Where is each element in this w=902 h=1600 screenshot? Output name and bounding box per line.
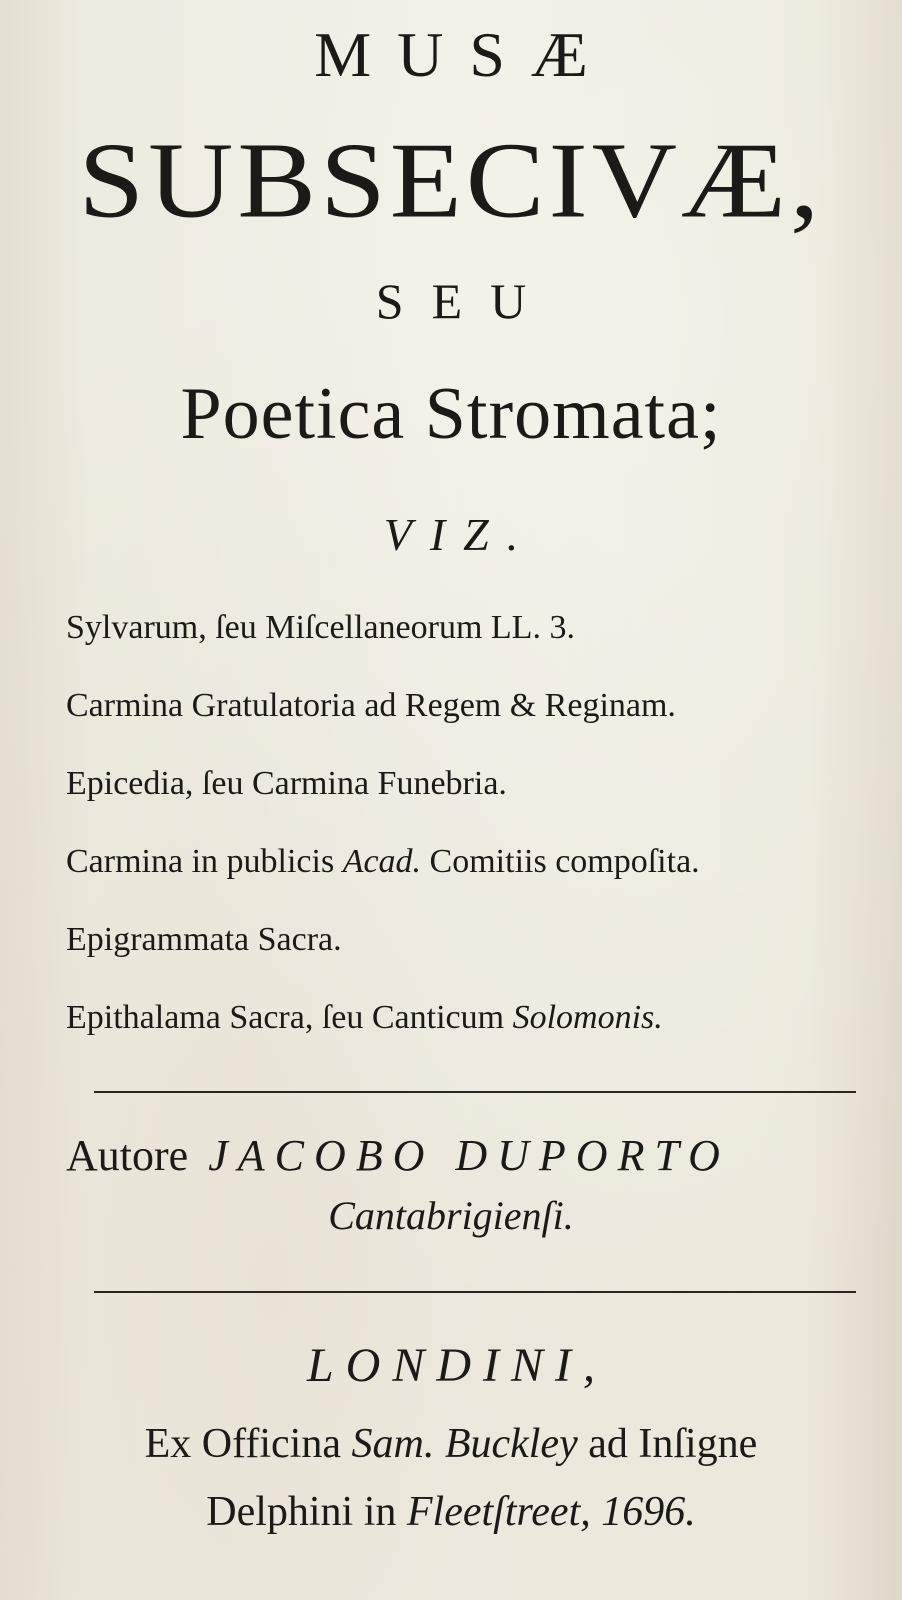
imprint-year: 1696.: [590, 1489, 696, 1535]
author-label: Autore: [66, 1131, 189, 1180]
contents-line-epicedia: Epicedia, ſeu Carmina Funebria.: [66, 765, 507, 802]
divider-rule-bottom: [94, 1291, 856, 1293]
contents-line-carmina-publicis: [66, 832, 886, 910]
contents-line-epithalama-solomonis: Solomonis.: [512, 999, 663, 1036]
author-origin: Cantabrigienſi.: [328, 1193, 574, 1238]
imprint-printer-name: Sam. Buckley: [351, 1421, 578, 1467]
contents-line-epigrammata: Epigrammata Sacra.: [66, 921, 342, 958]
title-viz: VIZ.: [383, 509, 537, 560]
title-subsecivae: SUBSECIVÆ,: [78, 119, 824, 241]
author-line: [66, 1130, 886, 1181]
title-seu: SEU: [375, 273, 555, 329]
contents-list: [66, 598, 886, 1066]
contents-line-sylvarum: Sylvarum, ſeu Miſcellaneorum LL. 3.: [66, 609, 575, 646]
imprint-location-line: [0, 1488, 902, 1536]
author-name: JACOBO DUPORTO: [208, 1131, 730, 1180]
imprint-printer-a: Ex Officina: [144, 1421, 352, 1467]
title-musae: MUSÆ: [314, 19, 614, 90]
contents-line-carmina-publicis-acad: Acad.: [342, 843, 422, 880]
divider-rule-top: [94, 1091, 856, 1093]
contents-line-epithalama: [66, 988, 886, 1066]
contents-line-carmina-gratulatoria: Carmina Gratulatoria ad Regem & Reginam.: [66, 687, 676, 724]
imprint-printer-c: ad Inſigne: [577, 1421, 758, 1467]
title-poetica-stromata: Poetica Stromata;: [180, 373, 722, 455]
contents-line-epithalama-a: Epithalama Sacra, ſeu Canticum: [66, 999, 513, 1036]
contents-line-carmina-publicis-a: Carmina in publicis: [66, 843, 343, 880]
imprint-location-street: Fleetſtreet,: [406, 1489, 591, 1535]
imprint-city: LONDINI,: [306, 1339, 608, 1392]
imprint-location-a: Delphini in: [206, 1489, 407, 1535]
imprint-printer-line: [0, 1420, 902, 1468]
contents-line-carmina-publicis-c: Comitiis compoſita.: [421, 843, 700, 880]
